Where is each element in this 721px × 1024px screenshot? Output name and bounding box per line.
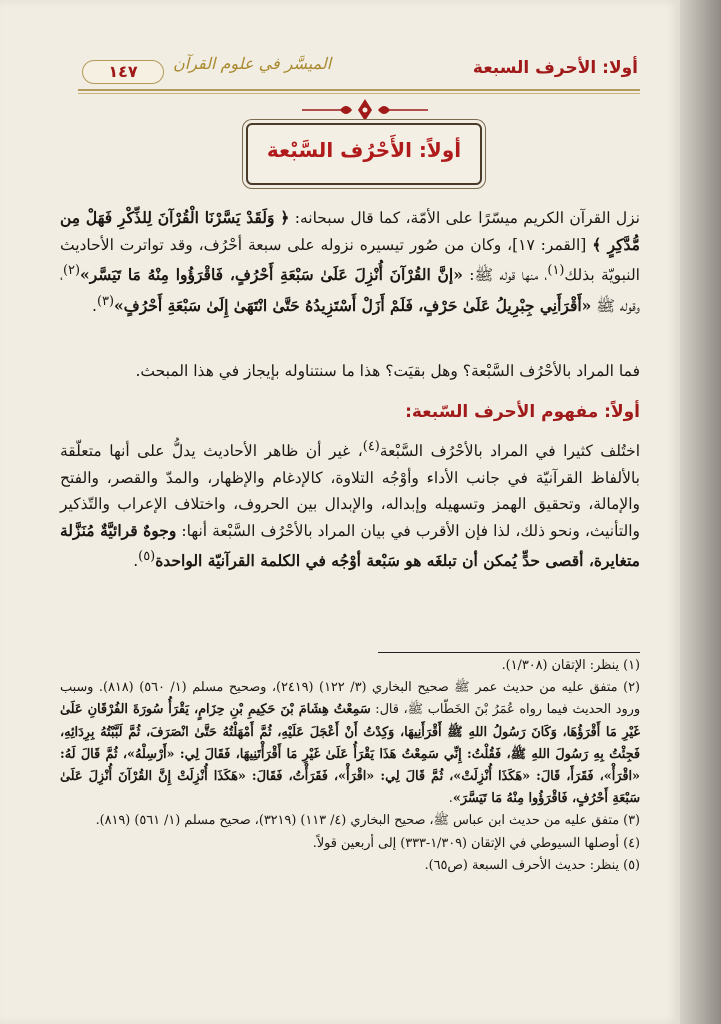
text-run: ، غير أن ظاهر الأحاديث يدلُّ على أنها متعلّقة بالألفاظ القرآنيّة في جانب الأداء وأوْجُه التلاوة، كالإدغام والإظهار، والمدّ والقصر، والفتح والإمالة، وتحقيق الهمز وتسهيله وإبداله، والإبدال بين الحروف، واختلاف الإعراب والتّذكير والتأنيث، ونحو ذلك، لذا فإن الأقرب في بيان المراد بالأحْرُف السَّبْعة أنها:: [60, 442, 641, 540]
footnote-ref-2: (٢): [62, 263, 80, 278]
text-run: ، وقوله ﷺ: [60, 266, 640, 315]
header-chapter-title: أولا: الأحرف السبعة: [472, 58, 638, 78]
running-header: [78, 52, 638, 92]
text-run: .: [133, 552, 139, 571]
paragraph-definition: [60, 434, 640, 575]
hadith-quote: سَمِعْتُ هِشَامَ بْنَ حَكِيمِ بْنِ حِزَامٍ، يَقْرَأُ سُورَةَ الفُرْقَانِ عَلَىٰ غَيْرِ مَا أَقْرَؤُهَا، وَكَانَ رَسُولُ اللهِ ﷺ أَقْرَأَنِيهَا، وَكِدْتُ أَنْ أَعْجَلَ عَلَيْهِ، ثُمَّ أَمْهَلْتُهُ حَتَّىٰ انْصَرَفَ، ثُمَّ لَبَّبْتُهُ بِرِدَائِهِ، فَجِئْتُ بِهِ رَسُولَ اللهِ ﷺ، فَقُلْتُ: إِنِّي سَمِعْتُ هَذَا يَقْرَأُ عَلَىٰ غَيْرِ مَا أَقْرَأْتَنِيهَا، فَقَالَ لِي: «أَرْسِلْهُ»، ثُمَّ قَالَ لَهُ: «اقْرَأْ»، فَقَرَأَ، قَالَ: «هَكَذَا أُنْزِلَتْ»، ثُمَّ قَالَ لِي: «اقْرَأْ»، فَقَرَأْتُ، فَقَالَ: «هَكَذَا أُنْزِلَتْ إِنَّ القُرْآنَ أُنْزِلَ عَلَىٰ سَبْعَةِ أَحْرُفٍ، فَاقْرَؤُوا مِنْهُ مَا تَيَسَّرَ»: [60, 702, 640, 807]
paragraph-question: فما المراد بالأحْرُف السَّبْعة؟ وهل بقيَت؟ هذا ما سنتناوله بإيجاز في هذا المبحث.: [135, 362, 640, 380]
hadith-quote: «إنَّ القُرْآنَ أُنْزِلَ عَلَىٰ سَبْعَةِ أَحْرُفٍ، فَاقْرَؤُوا مِنْهُ مَا تَيَسَّر»: [80, 265, 463, 285]
footnote-ref-5: (٥): [138, 549, 156, 565]
definition-bold: وجوهٌ قرائيَّةٌ مُنَزَّلة متغايرة، أقصى حدٍّ يُمكن أن تبلغَه هو سَبْعة أوْجُه في الكلمة القرآنيّة الواحدة: [60, 520, 640, 571]
hadith-quote: «أَقْرَأَنِي جِبْرِيلُ عَلَىٰ حَرْفٍ، فَلَمْ أَزَلْ أَسْتَزِيدُهُ حَتَّىٰ انْتَهَىٰ إِلَىٰ سَبْعَةِ أَحْرُفٍ»: [113, 295, 592, 315]
footnote-ref-1: (١): [547, 263, 565, 278]
footnote-1: (١) ينظر: الإتقان (١/٣٠٨).: [501, 658, 640, 673]
quran-verse: ﴿ وَلَقَدْ يَسَّرْنَا الْقُرْآنَ لِلذِّكْرِ فَهَلْ مِن مُّدَّكِرٍ ﴾: [60, 208, 640, 254]
subheading: أولاً: مفهوم الأحرف السّبعة:: [405, 402, 640, 422]
text-run: .: [448, 791, 453, 807]
header-book-title: الميسَّر في علوم القرآن: [173, 54, 332, 73]
footnote-2: [60, 677, 640, 810]
footnote-3: (٣) متفق عليه من حديث ابن عباس ﷺ، صحيح البخاري (٤/ ١١٣) (٣٢١٩)، صحيح مسلم (١/ ٥٦١) (٨١٩).: [95, 813, 640, 829]
ornament-icon: [300, 97, 430, 123]
header-rule-thin: [78, 93, 640, 94]
header-rule: [78, 89, 640, 91]
text-run: (٢) متفق عليه من حديث عمر ﷺ صحيح البخاري (٣/ ١٢٢) (٢٤١٩)، وصحيح مسلم (١/ ٥٦٠) (٨١٨). وسبب ورود الحديث فيما رواه عُمَرُ بْنَ الخَطّاب ﷺ، قال:: [60, 680, 640, 718]
paragraph-intro: [60, 205, 640, 319]
text-run: ، منها قوله ﷺ:: [462, 266, 548, 285]
page-number: ١٤٧: [82, 60, 164, 84]
text-run: [القمر: ١٧]، وكان من صُور تيسيره نزوله على سبعة أحْرُف، وقد تواترت الأحاديث النبويّة بذلك: [60, 235, 640, 285]
text-run: .: [92, 296, 97, 315]
footnote-ref-3: (٣): [96, 293, 114, 309]
footnote-4: (٤) أوصلها السيوطي في الإتقان (١/٣٠٩-٣٣٣) إلى أربعين قولاً.: [312, 835, 640, 851]
book-spine-edge: [680, 0, 721, 1024]
text-run: اختُلف كثيرا في المراد بالأحْرُف السَّبْعة: [379, 442, 640, 461]
section-title-frame: [246, 123, 482, 185]
footnotes: [60, 655, 640, 877]
footnote-separator: [378, 652, 640, 653]
footnote-ref-4: (٤): [362, 439, 380, 454]
section-title: أولاً: الأَحْرُف السَّبْعة: [266, 138, 462, 162]
footnote-5: (٥) ينظر: حديث الأحرف السبعة (ص٦٥).: [424, 857, 640, 873]
text-run: نزل القرآن الكريم ميسّرًا على الأمّة، كما قال سبحانه:: [289, 209, 640, 227]
